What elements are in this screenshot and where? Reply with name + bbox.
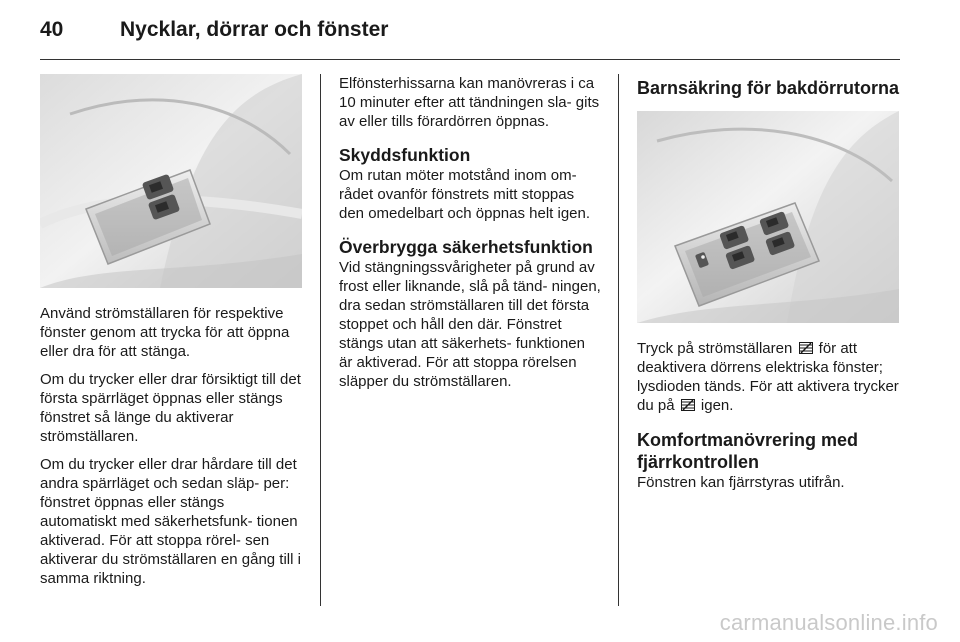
body-paragraph: Fönstren kan fjärrstyras utifrån.	[637, 474, 845, 491]
page-title: Nycklar, dörrar och fönster	[120, 18, 389, 41]
column-divider-2	[618, 74, 619, 606]
section-heading: Skyddsfunktion	[339, 145, 471, 165]
text-run: igen.	[700, 397, 734, 414]
body-paragraph: Använd strömställaren för respektive fönster genom att trycka för att öppna eller dra för att stänga.	[40, 305, 290, 360]
body-paragraph: Om rutan möter motstånd inom om- rådet ovanför fönstrets mitt stoppas den omedelbart och öppnas helt igen.	[339, 167, 591, 222]
column-3	[637, 74, 905, 501]
child-lock-window-icon	[681, 399, 695, 411]
page-number: 40	[40, 18, 64, 41]
child-lock-window-icon	[799, 342, 813, 354]
rear-door-switch-photo	[637, 111, 899, 323]
body-paragraph: Om du trycker eller drar hårdare till det andra spärrläget och sedan släp- per: fönstret öppnas eller stängs automatiskt med säkerhetsfunk- tionen aktiverad. För att stoppa rörel- sen aktiverar du strömställaren en gång till i samma riktning.	[40, 456, 301, 587]
page-header	[40, 18, 900, 48]
header-rule	[40, 59, 900, 60]
body-paragraph: Elfönsterhissarna kan manövreras i ca 10 minuter efter att tändningen sla- gits av eller tills förardörren öppnas.	[339, 75, 600, 130]
front-door-switch-photo	[40, 74, 302, 288]
column-divider-1	[320, 74, 321, 606]
column-2	[339, 74, 602, 400]
body-paragraph: Om du trycker eller drar försiktigt till det första spärrläget öppnas eller stängs fönstret så länge du aktiverar strömställaren.	[40, 371, 301, 445]
section-heading: Barnsäkring för bakdörrutorna	[637, 78, 900, 98]
body-paragraph: Vid stängningssvårigheter på grund av frost eller liknande, slå på tänd- ningen, dra sedan strömställaren till det första stoppet och håll den där. Fönstret stängs utan att säkerhets- funktionen är aktiverad. För att stoppa rörelsen släpper du strömställaren.	[339, 259, 601, 390]
body-paragraph	[637, 339, 905, 415]
text-run: Tryck på strömställaren	[637, 340, 793, 357]
watermark: carmanualsonline.info	[719, 610, 938, 635]
text-run: för att deaktivera dörrens elektriska fönster; lysdioden tänds. För att aktivera trycker du på	[637, 340, 899, 414]
column-1	[40, 74, 303, 597]
section-heading: Överbrygga säkerhetsfunktion	[339, 237, 593, 257]
section-heading: Komfortmanövrering med fjärrkontrollen	[637, 430, 859, 472]
